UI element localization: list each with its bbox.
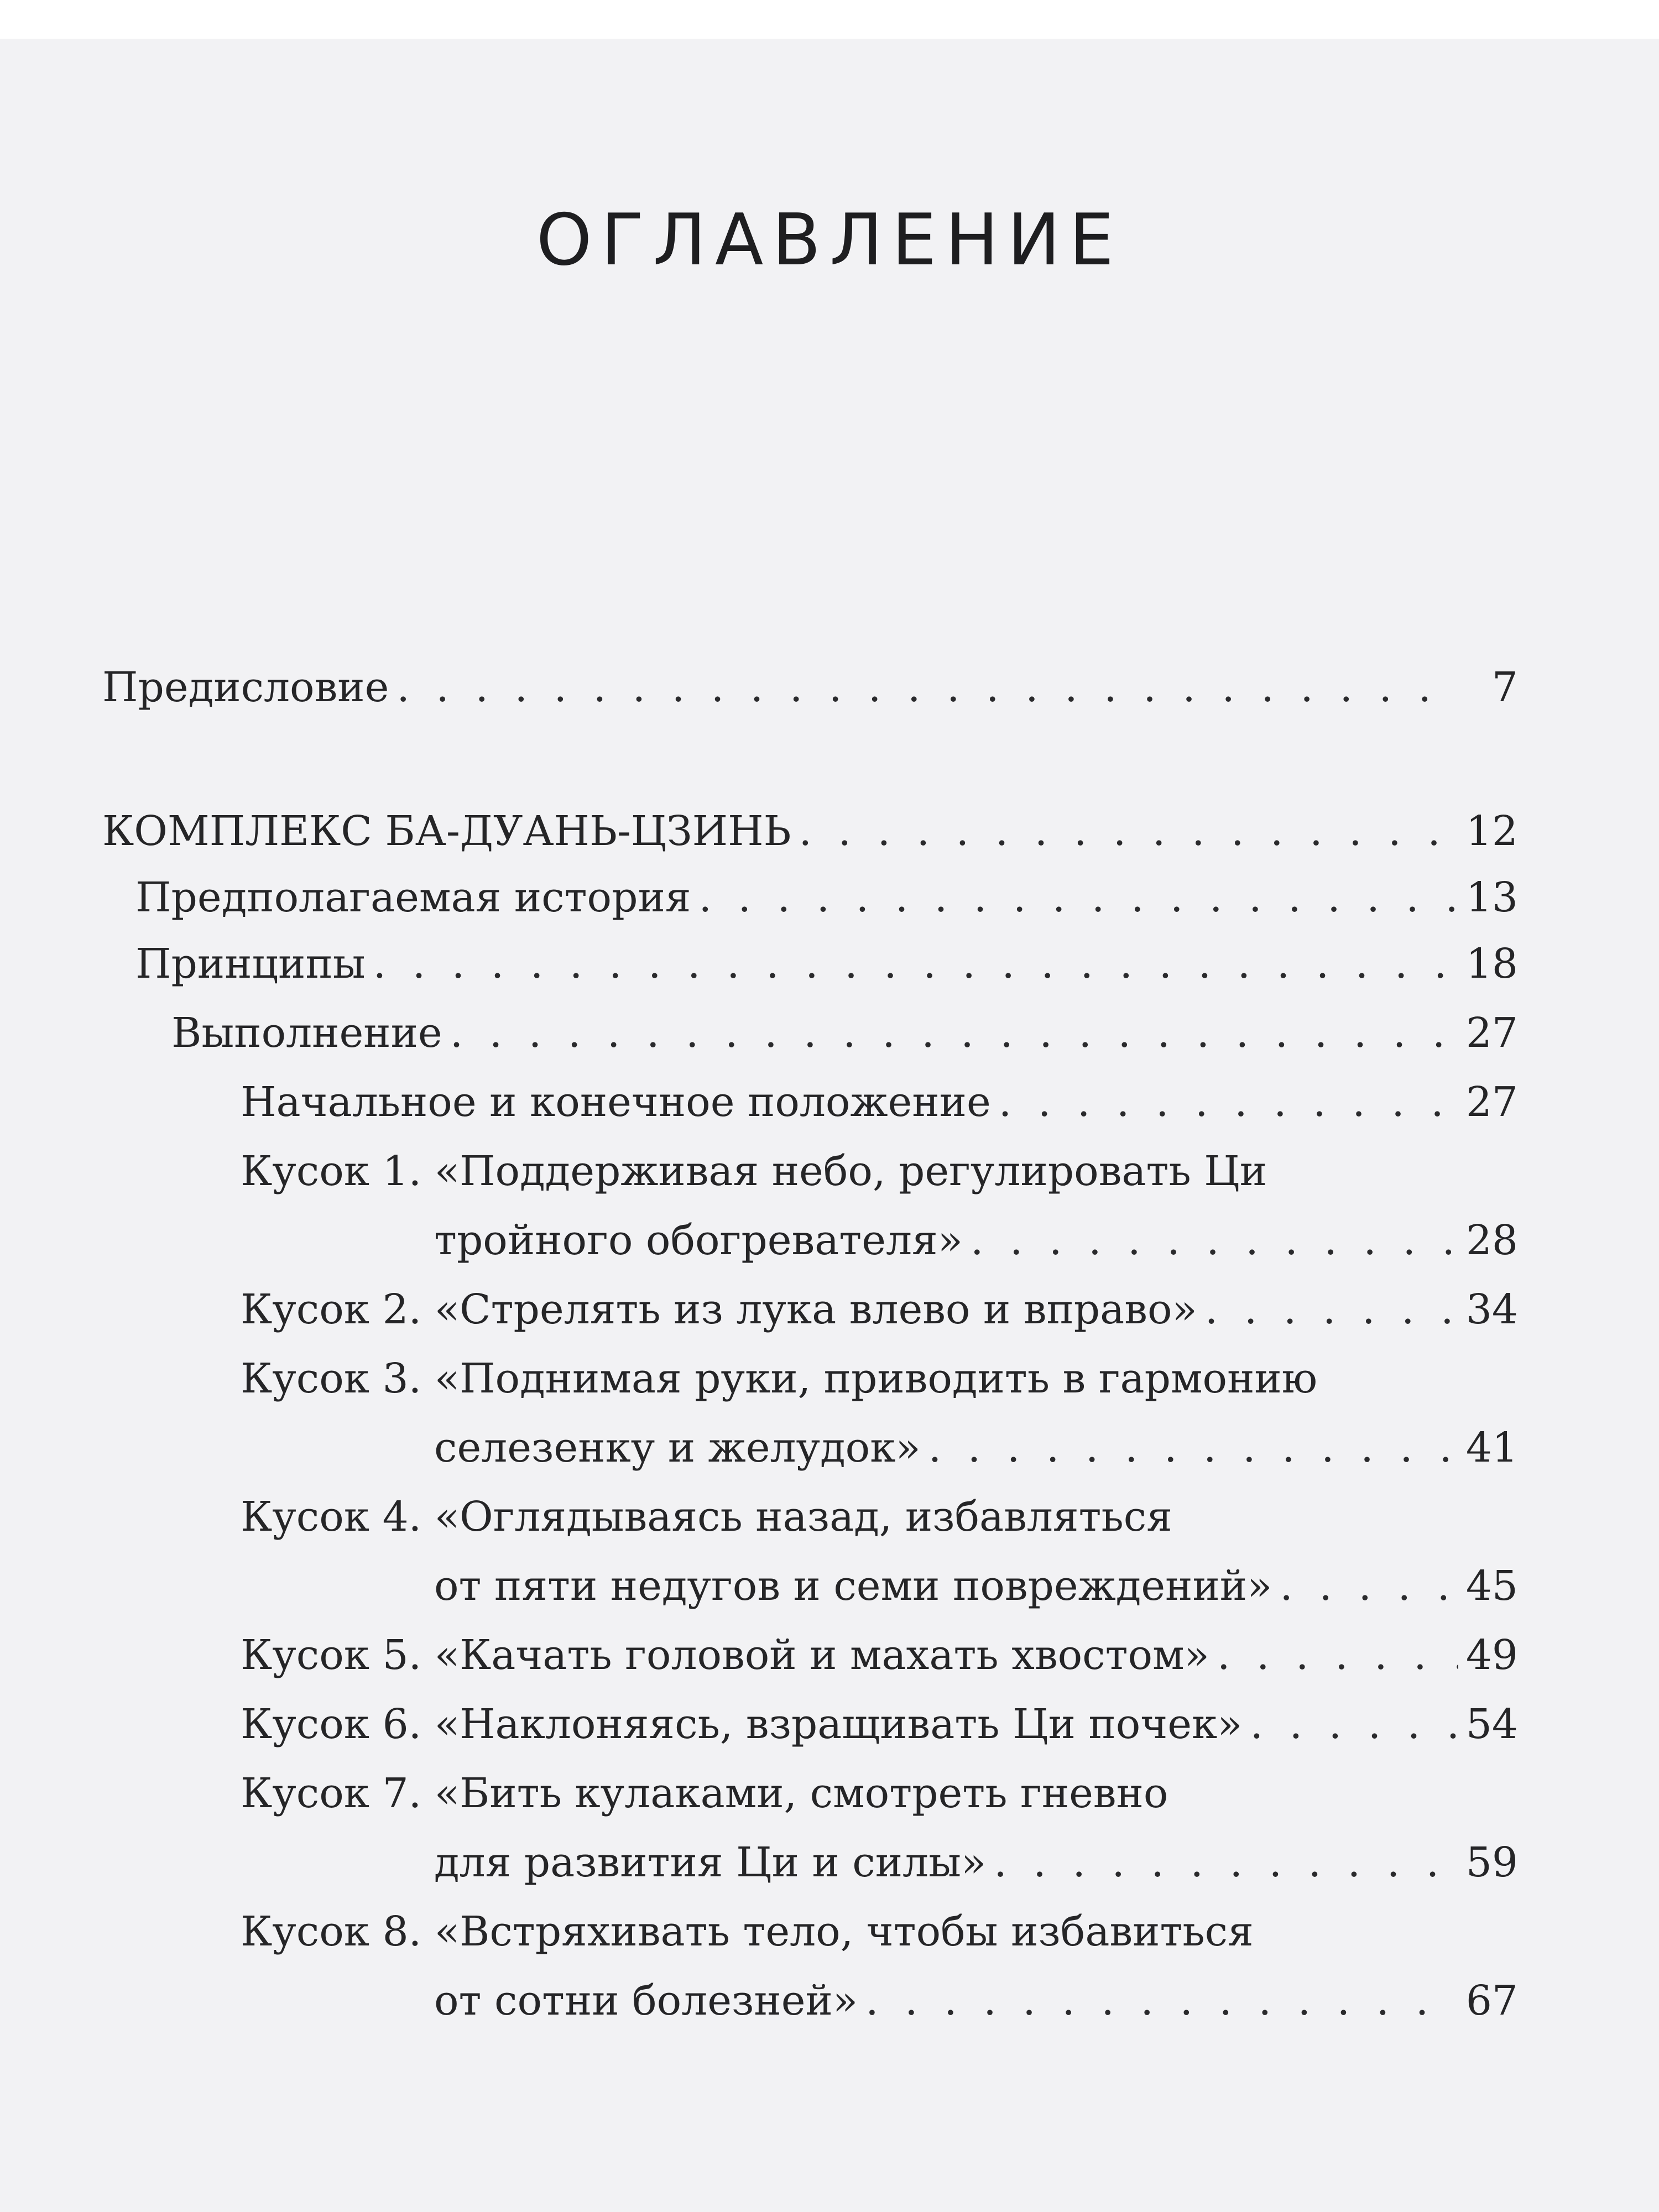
- toc-entry-execution: [171, 1009, 1518, 1070]
- toc-entry-label: Кусок 6. «Наклоняясь, взращивать Ци почек»: [241, 1700, 1243, 1748]
- toc-entry-page: 49: [1465, 1631, 1518, 1679]
- toc-entry-page: 18: [1465, 940, 1518, 988]
- toc-entry-page: 28: [1465, 1217, 1518, 1264]
- toc-entry-label: Кусок 7. «Бить кулаками, смотреть гневно: [241, 1770, 1168, 1817]
- toc-entry-start-end-position: [241, 1078, 1518, 1139]
- toc-entry-page: 54: [1465, 1700, 1518, 1748]
- toc-entry-piece-2: [241, 1286, 1518, 1347]
- toc-entry-label: Кусок 3. «Поднимая руки, приводить в гармонию: [241, 1355, 1318, 1402]
- toc-entry-label-cont: от пяти недугов и семи повреждений»: [434, 1562, 1272, 1610]
- toc-entry-label: Выполнение: [171, 1009, 442, 1057]
- toc-leader-dots: [1217, 1631, 1458, 1679]
- toc-entry-piece-8-cont: [434, 1977, 1518, 2038]
- toc-leader-dots: [971, 1217, 1458, 1264]
- book-page: [0, 39, 1659, 2212]
- toc-leader-dots: [1250, 1700, 1458, 1748]
- toc-leader-dots: [698, 874, 1458, 921]
- toc-entry-page: 13: [1465, 874, 1518, 921]
- toc-entry-label: КОМПЛЕКС БА-ДУАНЬ-ЦЗИНЬ: [102, 807, 791, 855]
- toc-leader-dots: [994, 1839, 1458, 1886]
- toc-entry-page: 7: [1491, 664, 1518, 711]
- toc-entry-piece-8: [241, 1908, 1518, 1969]
- toc-entry-label-cont: тройного обогревателя»: [434, 1217, 963, 1264]
- toc-entry-label-cont: от сотни болезней»: [434, 1977, 858, 2025]
- toc-entry-piece-4-cont: [434, 1562, 1518, 1623]
- toc-leader-dots: [928, 1424, 1458, 1472]
- toc-leader-dots: [865, 1977, 1458, 2025]
- toc-entry-principles: [135, 940, 1518, 1001]
- toc-entry-complex: [102, 807, 1518, 868]
- toc-leader-dots: [373, 940, 1458, 988]
- toc-entry-page: 67: [1465, 1977, 1518, 2025]
- toc-entry-page: 27: [1465, 1078, 1518, 1126]
- toc-entry-page: 41: [1465, 1424, 1518, 1472]
- toc-entry-piece-7: [241, 1770, 1518, 1830]
- toc-entry-piece-3: [241, 1355, 1518, 1416]
- toc-leader-dots: [1205, 1286, 1458, 1333]
- toc-entry-label-cont: селезенку и желудок»: [434, 1424, 921, 1472]
- toc-entry-piece-1: [241, 1147, 1518, 1208]
- toc-entry-page: 59: [1465, 1839, 1518, 1886]
- toc-leader-dots: [799, 807, 1458, 855]
- toc-entry-piece-5: [241, 1631, 1518, 1692]
- toc-entry-page: 45: [1465, 1562, 1518, 1610]
- page-title: ОГЛАВЛЕНИЕ: [536, 199, 1123, 281]
- toc-entry-label: Кусок 2. «Стрелять из лука влево и вправо»: [241, 1286, 1197, 1333]
- toc-entry-label: Кусок 5. «Качать головой и махать хвостом»: [241, 1631, 1209, 1679]
- toc-entry-piece-7-cont: [434, 1839, 1518, 1900]
- toc-leader-dots: [1280, 1562, 1458, 1610]
- toc-entry-label: Кусок 4. «Оглядываясь назад, избавляться: [241, 1493, 1172, 1541]
- toc-entry-page: 34: [1465, 1286, 1518, 1333]
- toc-leader-dots: [397, 664, 1460, 711]
- toc-entry-history: [135, 874, 1518, 935]
- toc-entry-piece-6: [241, 1700, 1518, 1761]
- toc-entry-label: Кусок 1. «Поддерживая небо, регулировать Ци: [241, 1147, 1267, 1195]
- toc-entry-label: Предисловие: [102, 664, 389, 711]
- toc-entry-label: Кусок 8. «Встряхивать тело, чтобы избавиться: [241, 1908, 1254, 1955]
- toc-entry-preface: [102, 664, 1518, 724]
- toc-leader-dots: [999, 1078, 1458, 1126]
- toc-entry-label: Начальное и конечное положение: [241, 1078, 991, 1126]
- toc-entry-label-cont: для развития Ци и силы»: [434, 1839, 987, 1886]
- toc-entry-page: 27: [1465, 1009, 1518, 1057]
- toc-entry-piece-1-cont: [434, 1217, 1518, 1277]
- toc-entry-label: Предполагаемая история: [135, 874, 691, 921]
- toc-entry-label: Принципы: [135, 940, 366, 988]
- toc-entry-piece-4: [241, 1493, 1518, 1554]
- toc-leader-dots: [450, 1009, 1458, 1057]
- toc-entry-page: 12: [1465, 807, 1518, 855]
- toc-entry-piece-3-cont: [434, 1424, 1518, 1485]
